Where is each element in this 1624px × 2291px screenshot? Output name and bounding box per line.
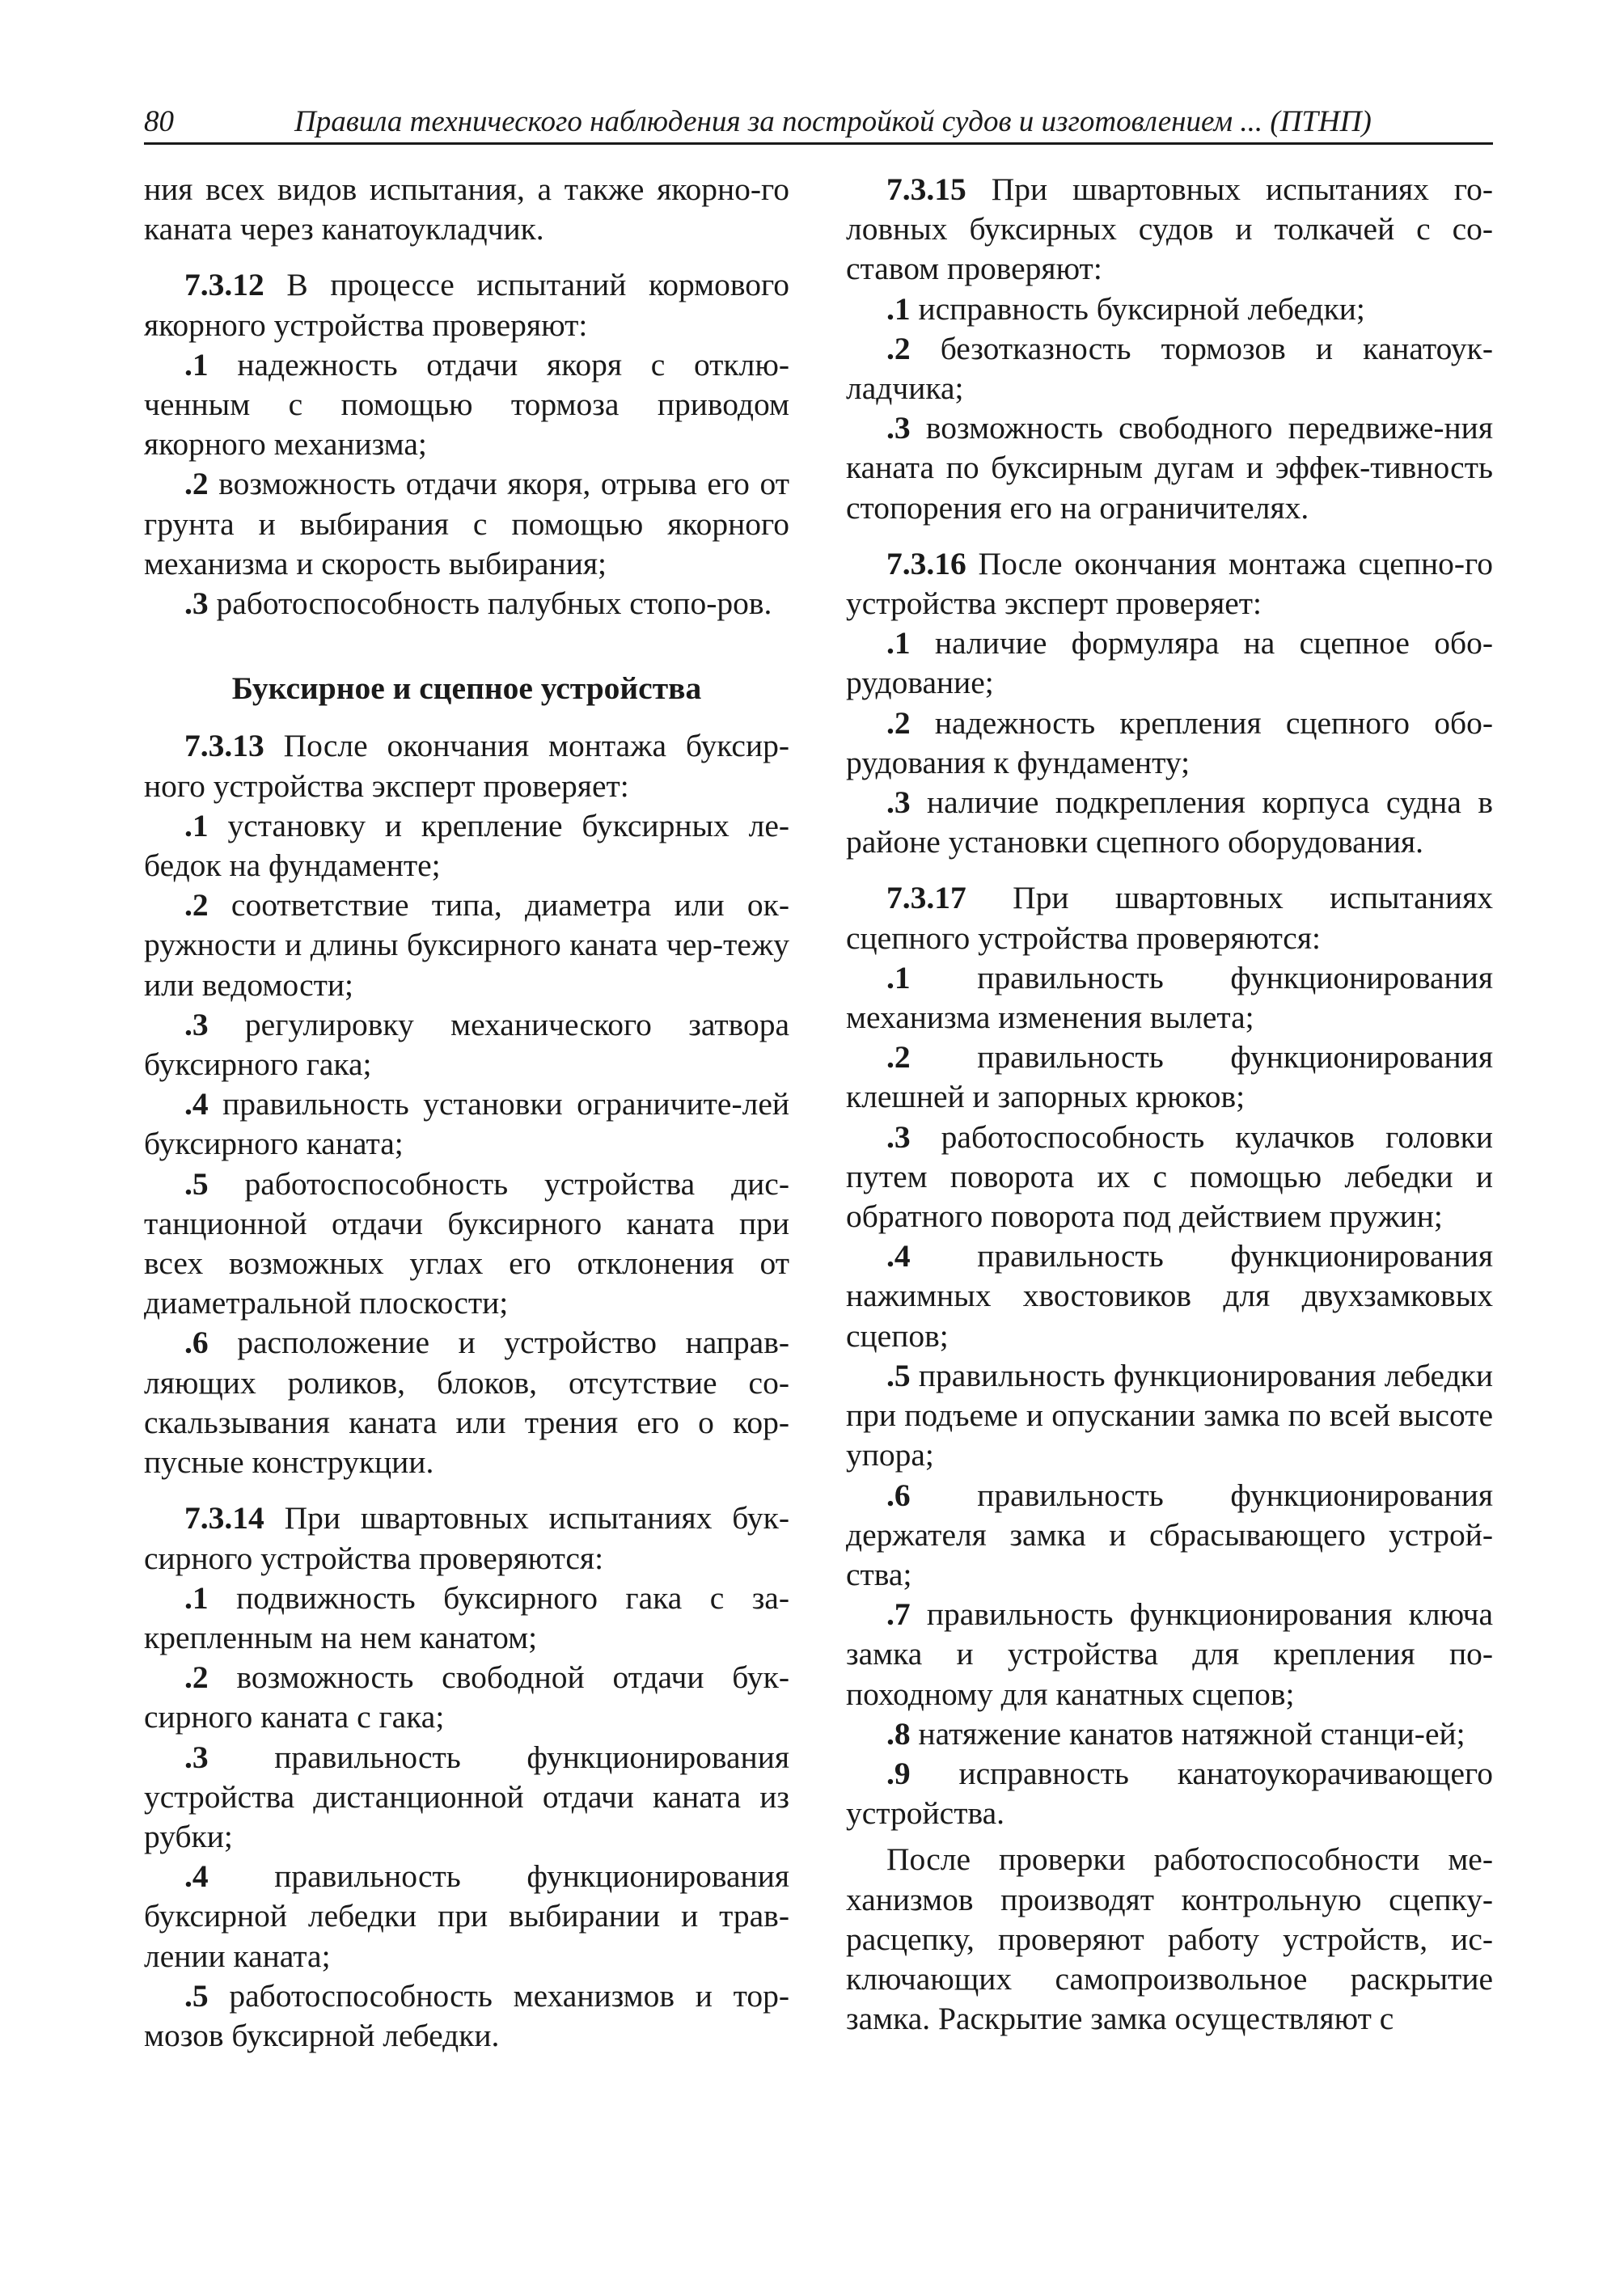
section-7-3-14 (144, 1498, 789, 1578)
item-text: надежность крепления сцепного обо-рудования к фундаменту; (846, 704, 1493, 780)
item-number: .9 (886, 1755, 911, 1791)
item-text: регулировку механического затвора буксирного гака; (144, 1006, 789, 1083)
list-item (144, 584, 789, 623)
item-number: .3 (184, 585, 209, 622)
section-number: 7.3.16 (886, 545, 966, 581)
list-item (144, 1738, 789, 1858)
item-number: .6 (886, 1477, 911, 1513)
section-7-3-13 (144, 726, 789, 805)
item-text: работоспособность кулачков головки путем поворота их с помощью лебедки и обратного поворота под действием пружин; (846, 1118, 1493, 1235)
item-number: .3 (886, 1118, 911, 1155)
list-item (846, 1356, 1493, 1476)
item-number: .5 (184, 1165, 209, 1202)
item-text: правильность установки ограничите-лей буксирного каната; (144, 1086, 789, 1162)
item-text: наличие подкрепления корпуса судна в районе установки сцепного оборудования. (846, 784, 1493, 860)
list-item (846, 704, 1493, 783)
page-header (144, 104, 1493, 145)
list-item (846, 1754, 1493, 1833)
section-heading: Буксирное и сцепное устройства (231, 670, 702, 707)
item-number: .2 (886, 704, 911, 741)
item-number: .2 (886, 330, 911, 366)
item-text: правильность функционирования лебедки при подъеме и опускании замка по всей высоте упора; (846, 1357, 1493, 1473)
list-item (144, 1165, 789, 1324)
section-number: 7.3.17 (886, 880, 966, 916)
item-text: работоспособность механизмов и тор-мозов буксирной лебедки. (144, 1977, 789, 2053)
list-item (846, 1595, 1493, 1714)
item-number: .5 (184, 1977, 209, 2014)
item-text: правильность функционирования механизма изменения вылета; (846, 959, 1493, 1036)
item-number: .4 (184, 1086, 209, 1122)
item-number: .3 (184, 1006, 209, 1042)
list-item (846, 329, 1493, 408)
item-text: работоспособность палубных стопо-ров. (208, 585, 772, 622)
item-number: .3 (886, 410, 911, 446)
item-number: .1 (886, 625, 911, 662)
list-item (144, 1084, 789, 1164)
continued-paragraph: ния всех видов испытания, а также якорно-го каната через канатоукладчик. (144, 171, 789, 247)
item-text: возможность отдачи якоря, отрыва его от грунта и выбирания с помощью якорного механизма и скорость выбирания; (144, 466, 789, 581)
item-text: правильность функционирования ключа замка и устройства для крепления по-походному для канатных сцепов; (846, 1596, 1493, 1712)
item-number: .1 (184, 807, 209, 843)
item-number: .2 (184, 466, 209, 502)
item-text: наличие формуляра на сцепное обо-рудование; (846, 625, 1493, 701)
item-text: правильность функционирования клешней и запорных крюков; (846, 1039, 1493, 1115)
item-text: правильность функционирования буксирной лебедки при выбирании и трав-лении каната; (144, 1858, 789, 1974)
item-number: .1 (886, 290, 911, 327)
item-text: правильность функционирования нажимных хвостовиков для двухзамковых сцепов; (846, 1238, 1493, 1354)
item-number: .7 (886, 1596, 911, 1633)
list-item (144, 1976, 789, 2056)
item-number: .2 (886, 1039, 911, 1076)
section-7-3-16 (846, 544, 1493, 623)
list-item (846, 1236, 1493, 1356)
list-item (144, 1579, 789, 1658)
item-text: возможность свободной отдачи бук-сирного каната с гака; (144, 1659, 789, 1735)
section-number: 7.3.15 (886, 171, 966, 207)
item-text: безотказность тормозов и канатоук-ладчика; (846, 330, 1493, 407)
list-item (846, 623, 1493, 703)
list-item (846, 1118, 1493, 1237)
item-number: .3 (886, 784, 911, 821)
item-number: .1 (184, 346, 209, 383)
list-item (144, 886, 789, 1005)
section-7-3-12 (144, 265, 789, 344)
section-number: 7.3.14 (184, 1500, 264, 1536)
item-text: расположение и устройство направ-ляющих роликов, блоков, отсутствие со-скальзывания каната или трения его о кор-пусные конструкции. (144, 1325, 789, 1481)
item-number: .1 (184, 1579, 209, 1616)
item-number: .8 (886, 1715, 911, 1752)
section-7-3-17 (846, 878, 1493, 957)
item-number: .1 (886, 959, 911, 995)
item-text: натяжение канатов натяжной станци-ей; (910, 1715, 1465, 1752)
item-text: подвижность буксирного гака с за-крепленным на нем канатом; (144, 1579, 789, 1655)
list-item (144, 806, 789, 886)
left-column (144, 170, 789, 2056)
section-number: 7.3.12 (184, 267, 264, 303)
list-item (846, 1038, 1493, 1117)
list-item (144, 345, 789, 465)
item-text: соответствие типа, диаметра или ок-ружности и длины буксирного каната чер-тежу или ведомости; (144, 887, 789, 1003)
item-text: возможность свободного передвиже-ния каната по буксирным дугам и эффек-тивность стопорения его на ограничителях. (846, 410, 1493, 526)
section-text: После окончания монтажа сцепно-го устройства эксперт проверяет: (846, 545, 1493, 622)
list-item (144, 464, 789, 584)
item-text: правильность функционирования устройства дистанционной отдачи каната из рубки; (144, 1739, 789, 1854)
section-text: После окончания монтажа буксир-ного устройства эксперт проверяет: (144, 728, 789, 804)
item-number: .2 (184, 887, 209, 924)
item-text: правильность функционирования держателя замка и сбрасывающего устрой-ства; (846, 1477, 1493, 1592)
list-item (846, 783, 1493, 862)
list-item (846, 958, 1493, 1038)
list-item (144, 1857, 789, 1976)
list-item (846, 290, 1493, 329)
list-item (846, 1476, 1493, 1596)
item-text: исправность буксирной лебедки; (910, 290, 1365, 327)
item-number: .3 (184, 1739, 209, 1775)
item-number: .5 (886, 1357, 911, 1393)
list-item (144, 1323, 789, 1482)
item-number: .4 (184, 1858, 209, 1895)
right-column (846, 170, 1493, 2039)
item-number: .4 (886, 1238, 911, 1274)
item-number: .6 (184, 1325, 209, 1361)
item-number: .2 (184, 1659, 209, 1696)
section-text: При швартовных испытаниях го-ловных буксирных судов и толкачей с со-ставом проверяют: (846, 171, 1493, 287)
item-text: исправность канатоукорачивающего устройства. (846, 1755, 1493, 1832)
list-item (144, 1005, 789, 1084)
page-number: 80 (144, 105, 174, 138)
section-7-3-15 (846, 170, 1493, 290)
section-text: При швартовных испытаниях бук-сирного устройства проверяются: (144, 1500, 789, 1576)
section-text: При швартовных испытаниях сцепного устройства проверяются: (846, 880, 1493, 956)
list-item (846, 1714, 1493, 1754)
item-text: установку и крепление буксирных ле-бедок на фундаменте; (144, 807, 789, 884)
section-number: 7.3.13 (184, 728, 264, 764)
running-title: Правила технического наблюдения за постройкой судов и изготовлением ... (ПТНП) (294, 105, 1372, 138)
closing-paragraph: После проверки работоспособности ме-ханизмов производят контрольную сцепку-расцепку, проверяют работу устройств, ис-ключающих самопроизвольное раскрытие замка. Раскрытие замка осуществляют с (846, 1841, 1493, 2037)
item-text: надежность отдачи якоря с отклю-ченным с помощью тормоза приводом якорного механизма; (144, 346, 789, 463)
list-item (144, 1658, 789, 1737)
section-text: В процессе испытаний кормового якорного устройства проверяют: (144, 267, 789, 343)
list-item (846, 408, 1493, 528)
item-text: работоспособность устройства дис-танционной отдачи буксирного каната при всех возможных углах его отклонения от диаметральной плоскости; (144, 1165, 789, 1321)
